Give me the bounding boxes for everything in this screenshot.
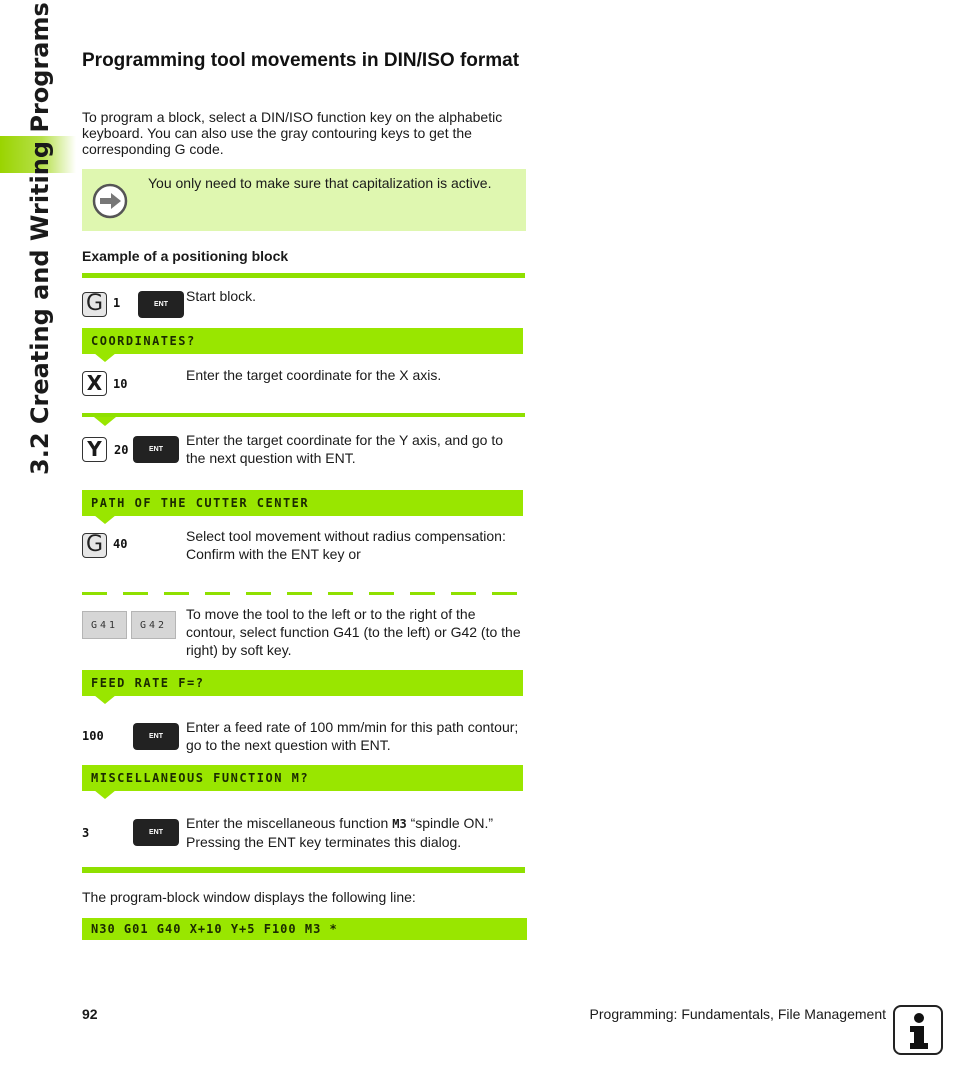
y-key[interactable]: Y [82, 437, 107, 462]
step-description [186, 814, 526, 851]
prompt-text: MISCELLANEOUS FUNCTION M? [91, 771, 310, 785]
step-description: Enter the target coordinate for the Y axis, and go to the next question with ENT. [186, 432, 504, 466]
x-key[interactable]: X [82, 371, 107, 396]
ent-key[interactable]: ENT [138, 291, 184, 318]
step-value: 10 [113, 377, 128, 391]
program-line-label: The program-block window displays the following line: [82, 889, 416, 905]
divider [82, 273, 525, 278]
note-text: You only need to make sure that capitalization is active. [148, 175, 492, 191]
g41-softkey[interactable]: G41 [82, 611, 127, 639]
ent-key[interactable]: ENT [133, 436, 179, 463]
step-description: Select tool movement without radius compensation: Confirm with the ENT key or [186, 528, 506, 562]
footer-text: Programming: Fundamentals, File Management [589, 1006, 886, 1022]
step-value: 100 [82, 729, 104, 743]
info-icon [893, 1005, 943, 1055]
prompt-arrow [94, 417, 116, 426]
intro-paragraph: To program a block, select a DIN/ISO function key on the alphabetic keyboard. You can also use the gray contouring keys to get the corresponding G code. [82, 109, 503, 157]
page-number: 92 [82, 1006, 98, 1022]
step-value: 20 [114, 443, 129, 457]
step-value: 3 [82, 826, 90, 840]
dialog-prompt [82, 765, 523, 791]
divider [82, 413, 525, 417]
step-description: Enter the target coordinate for the X axis. [186, 367, 442, 383]
prompt-text: PATH OF THE CUTTER CENTER [91, 496, 310, 510]
page-heading: Programming tool movements in DIN/ISO format [82, 50, 520, 71]
dialog-prompt [82, 490, 523, 516]
sidebar-section-title: 3.2 Creating and Writing Programs [26, 2, 54, 475]
step-description: Start block. [186, 288, 257, 304]
text-part: “spindle ON.” Pressing the ENT key terminates this dialog. [186, 815, 494, 850]
ent-key[interactable]: ENT [133, 723, 179, 750]
prompt-text: FEED RATE F=? [91, 676, 205, 690]
g-key[interactable]: G [82, 533, 107, 558]
g-key[interactable]: G [82, 292, 107, 317]
step-value: 1 [113, 296, 121, 310]
dialog-prompt [82, 670, 523, 696]
text-part: Enter the miscellaneous function [186, 815, 393, 831]
dialog-prompt [82, 328, 523, 354]
step-description: Enter a feed rate of 100 mm/min for this path contour; go to the next question with ENT. [186, 719, 519, 753]
prompt-text: COORDINATES? [91, 334, 196, 348]
example-subheading: Example of a positioning block [82, 248, 289, 264]
program-line: N30 G01 G40 X+10 Y+5 F100 M3 * [82, 918, 527, 940]
step-description: To move the tool to the left or to the right of the contour, select function G41 (to the left) or G42 (to the right) by soft key. [186, 606, 521, 658]
arrow-right-circle-icon [92, 183, 128, 219]
ent-key[interactable]: ENT [133, 819, 179, 846]
m3-code: M3 [392, 817, 407, 831]
g42-softkey[interactable]: G42 [131, 611, 176, 639]
dashed-divider [82, 592, 525, 595]
divider [82, 867, 525, 873]
step-value: 40 [113, 537, 128, 551]
